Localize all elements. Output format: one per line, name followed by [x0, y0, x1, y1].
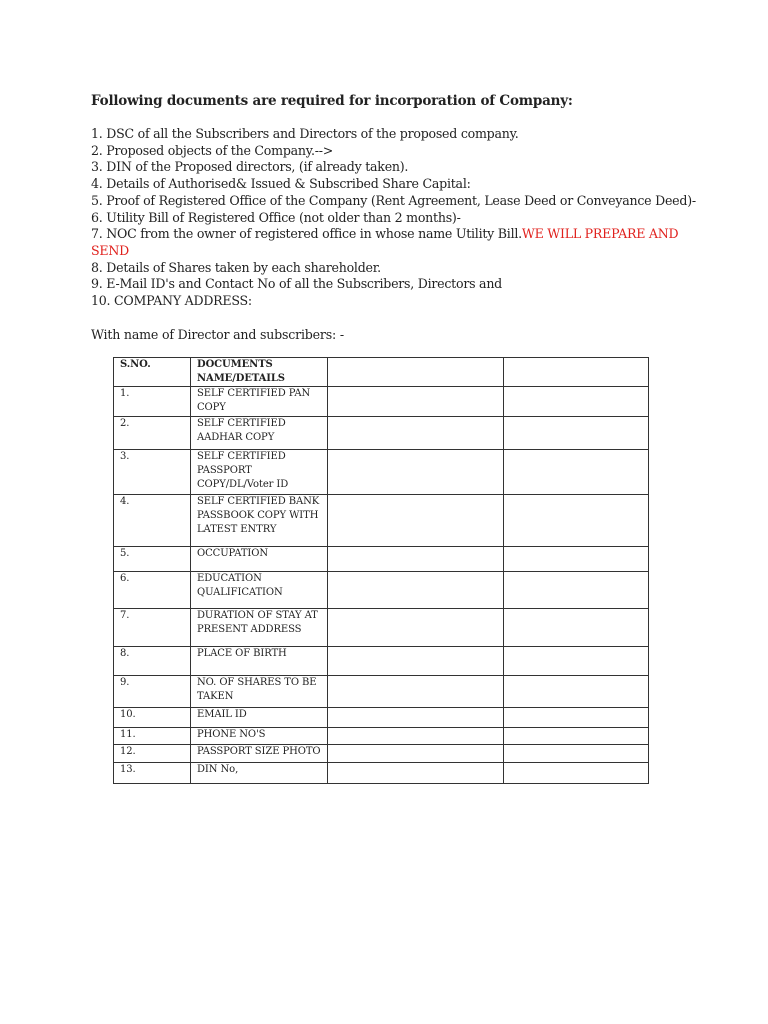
row-blank-cell [328, 708, 504, 728]
row-sno: 3. [114, 450, 191, 495]
row-sno: 7. [114, 609, 191, 647]
row-document: DIN No, [191, 763, 328, 784]
row-blank-cell [328, 609, 504, 647]
table-row [114, 417, 649, 450]
header-blank-2 [504, 358, 649, 387]
row-blank-cell [504, 676, 649, 708]
list-item: 5. Proof of Registered Office of the Company (Rent Agreement, Lease Deed or Conveyance Deed)- [91, 192, 696, 208]
row-blank-cell [504, 763, 649, 784]
row-document: SELF CERTIFIED BANK PASSBOOK COPY WITH LATEST ENTRY [191, 495, 328, 547]
row-sno: 12. [114, 745, 191, 763]
row-blank-cell [504, 450, 649, 495]
document-heading: Following documents are required for incorporation of Company: [91, 93, 573, 109]
row-sno: 13. [114, 763, 191, 784]
list-item-noc [91, 226, 711, 259]
table-row [114, 547, 649, 572]
prepare-and-send-note: WE WILL PREPARE AND SEND [91, 226, 679, 258]
list-item: 8. Details of Shares taken by each shareholder. [91, 259, 381, 275]
table-row [114, 647, 649, 676]
row-blank-cell [328, 417, 504, 450]
row-blank-cell [504, 647, 649, 676]
row-document: DURATION OF STAY AT PRESENT ADDRESS [191, 609, 328, 647]
row-blank-cell [328, 387, 504, 417]
row-blank-cell [504, 417, 649, 450]
row-sno: 8. [114, 647, 191, 676]
noc-text: 7. NOC from the owner of registered office in whose name Utility Bill. [91, 226, 522, 242]
row-blank-cell [328, 495, 504, 547]
row-document: PASSPORT SIZE PHOTO [191, 745, 328, 763]
table-row [114, 387, 649, 417]
documents-table [113, 357, 649, 784]
row-sno: 1. [114, 387, 191, 417]
row-document: EMAIL ID [191, 708, 328, 728]
table-row [114, 763, 649, 784]
row-blank-cell [504, 745, 649, 763]
table-intro: With name of Director and subscribers: - [91, 327, 344, 342]
row-document: PLACE OF BIRTH [191, 647, 328, 676]
row-blank-cell [328, 572, 504, 609]
list-item: 1. DSC of all the Subscribers and Directors of the proposed company. [91, 126, 519, 141]
row-document: EDUCATION QUALIFICATION [191, 572, 328, 609]
list-item: 3. DIN of the Proposed directors, (if already taken). [91, 159, 409, 175]
row-blank-cell [328, 676, 504, 708]
row-sno: 9. [114, 676, 191, 708]
list-item: 4. Details of Authorised& Issued & Subscribed Share Capital: [91, 176, 471, 192]
row-document: NO. OF SHARES TO BE TAKEN [191, 676, 328, 708]
documents-table-body [114, 358, 649, 784]
row-blank-cell [504, 547, 649, 572]
row-blank-cell [328, 450, 504, 495]
row-sno: 11. [114, 728, 191, 745]
table-row [114, 572, 649, 609]
header-documents: DOCUMENTS NAME/DETAILS [191, 358, 328, 387]
list-item: 2. Proposed objects of the Company.--> [91, 142, 334, 158]
row-blank-cell [328, 745, 504, 763]
table-row [114, 450, 649, 495]
table-row [114, 609, 649, 647]
row-sno: 6. [114, 572, 191, 609]
row-document: OCCUPATION [191, 547, 328, 572]
row-sno: 4. [114, 495, 191, 547]
table-row [114, 745, 649, 763]
row-sno: 5. [114, 547, 191, 572]
row-blank-cell [504, 728, 649, 745]
table-header-row [114, 358, 649, 387]
list-item: 10. COMPANY ADDRESS: [91, 293, 252, 309]
list-item: 9. E-Mail ID's and Contact No of all the Subscribers, Directors and [91, 276, 502, 292]
row-document: SELF CERTIFIED AADHAR COPY [191, 417, 328, 450]
row-blank-cell [504, 387, 649, 417]
row-blank-cell [328, 728, 504, 745]
row-sno: 10. [114, 708, 191, 728]
row-blank-cell [328, 547, 504, 572]
row-blank-cell [328, 763, 504, 784]
list-item: 6. Utility Bill of Registered Office (not older than 2 months)- [91, 209, 461, 225]
row-blank-cell [504, 708, 649, 728]
row-document: SELF CERTIFIED PAN COPY [191, 387, 328, 417]
row-blank-cell [328, 647, 504, 676]
row-blank-cell [504, 609, 649, 647]
header-sno: S.NO. [114, 358, 191, 387]
table-row [114, 676, 649, 708]
header-blank-1 [328, 358, 504, 387]
row-blank-cell [504, 495, 649, 547]
row-document: PHONE NO'S [191, 728, 328, 745]
row-document: SELF CERTIFIED PASSPORT COPY/DL/Voter ID [191, 450, 328, 495]
row-sno: 2. [114, 417, 191, 450]
required-documents-list [91, 126, 711, 310]
table-row [114, 708, 649, 728]
table-row [114, 728, 649, 745]
row-blank-cell [504, 572, 649, 609]
table-row [114, 495, 649, 547]
